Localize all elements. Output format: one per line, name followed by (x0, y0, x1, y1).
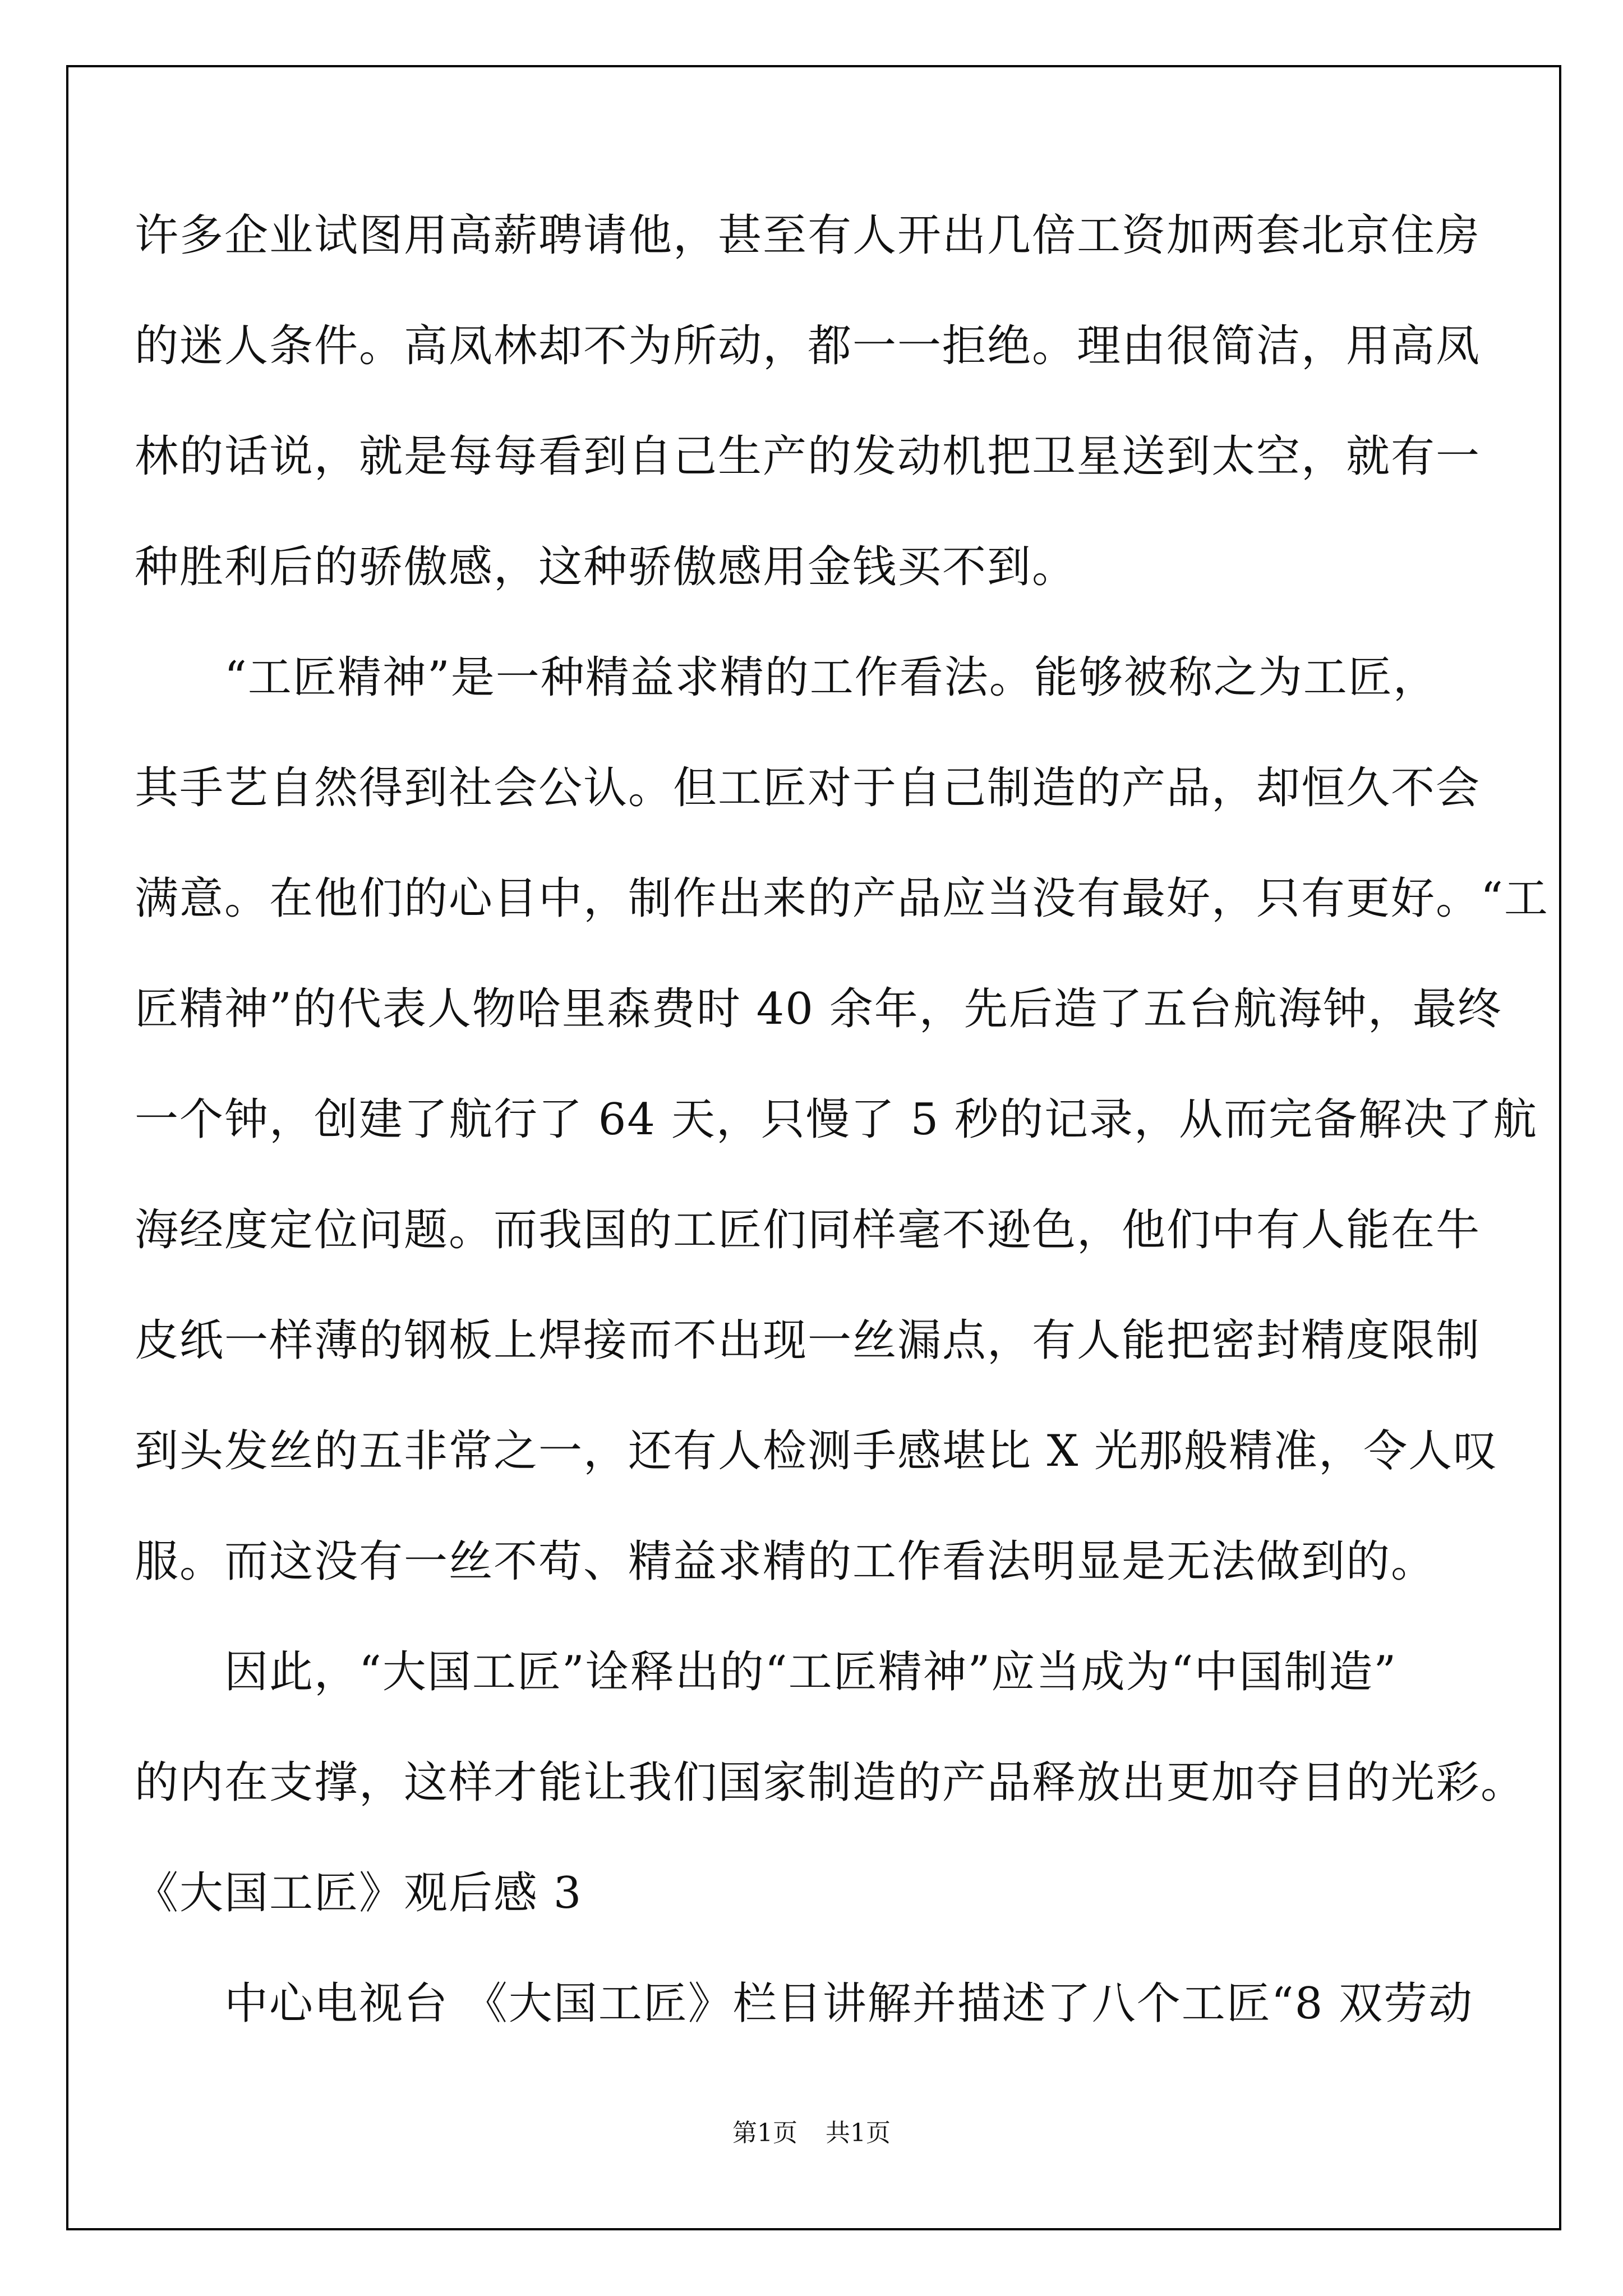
text-line: 一个钟，创建了航行了 64 天，只慢了 5 秒的记录，从而完备解决了航 (135, 1094, 1538, 1145)
text-line: 其手艺自然得到社会公认。但工匠对于自己制造的产品，却恒久不会 (135, 763, 1481, 813)
page-number: 第1页 (732, 2119, 797, 2147)
text-line: 林的话说，就是每每看到自己生产的发动机把卫星送到太空，就有一 (135, 431, 1481, 482)
text-line: 满意。在他们的心目中，制作出来的产品应当没有最好，只有更好。“工 (135, 873, 1549, 924)
text-line: 中心电视台 《大国工匠》栏目讲解并描述了八个工匠“8 双劳动 (135, 1978, 1474, 2029)
text-line: 许多企业试图用高薪聘请他，甚至有人开出几倍工资加两套北京住房 (135, 210, 1481, 261)
page-footer (0, 2113, 1623, 2148)
text-line: 皮纸一样薄的钢板上焊接而不出现一丝漏点，有人能把密封精度限制 (135, 1315, 1481, 1366)
text-line: 到头发丝的五非常之一，还有人检测手感堪比 X 光那般精准，令人叹 (135, 1426, 1498, 1476)
text-line: 的内在支撑，这样才能让我们国家制造的产品释放出更加夺目的光彩。 (135, 1757, 1526, 1808)
text-line: 的迷人条件。高凤林却不为所动，都一一拒绝。理由很简洁，用高凤 (135, 321, 1481, 371)
text-line: 匠精神”的代表人物哈里森费时 40 余年，先后造了五台航海钟，最终 (135, 984, 1502, 1034)
page-total: 共1页 (826, 2119, 891, 2147)
text-line: 服。而这没有一丝不苟、精益求精的工作看法明显是无法做到的。 (135, 1536, 1436, 1587)
text-line: “工匠精神”是一种精益求精的工作看法。能够被称之为工匠， (135, 652, 1438, 703)
text-line: 种胜利后的骄傲感，这种骄傲感用金钱买不到。 (135, 542, 1077, 592)
text-line: 因此，“大国工匠”诠释出的“工匠精神”应当成为“中国制造” (135, 1647, 1398, 1697)
text-line: 海经度定位问题。而我国的工匠们同样毫不逊色，他们中有人能在牛 (135, 1205, 1481, 1255)
section-heading: 《大国工匠》观后感 3 (135, 1868, 583, 1918)
